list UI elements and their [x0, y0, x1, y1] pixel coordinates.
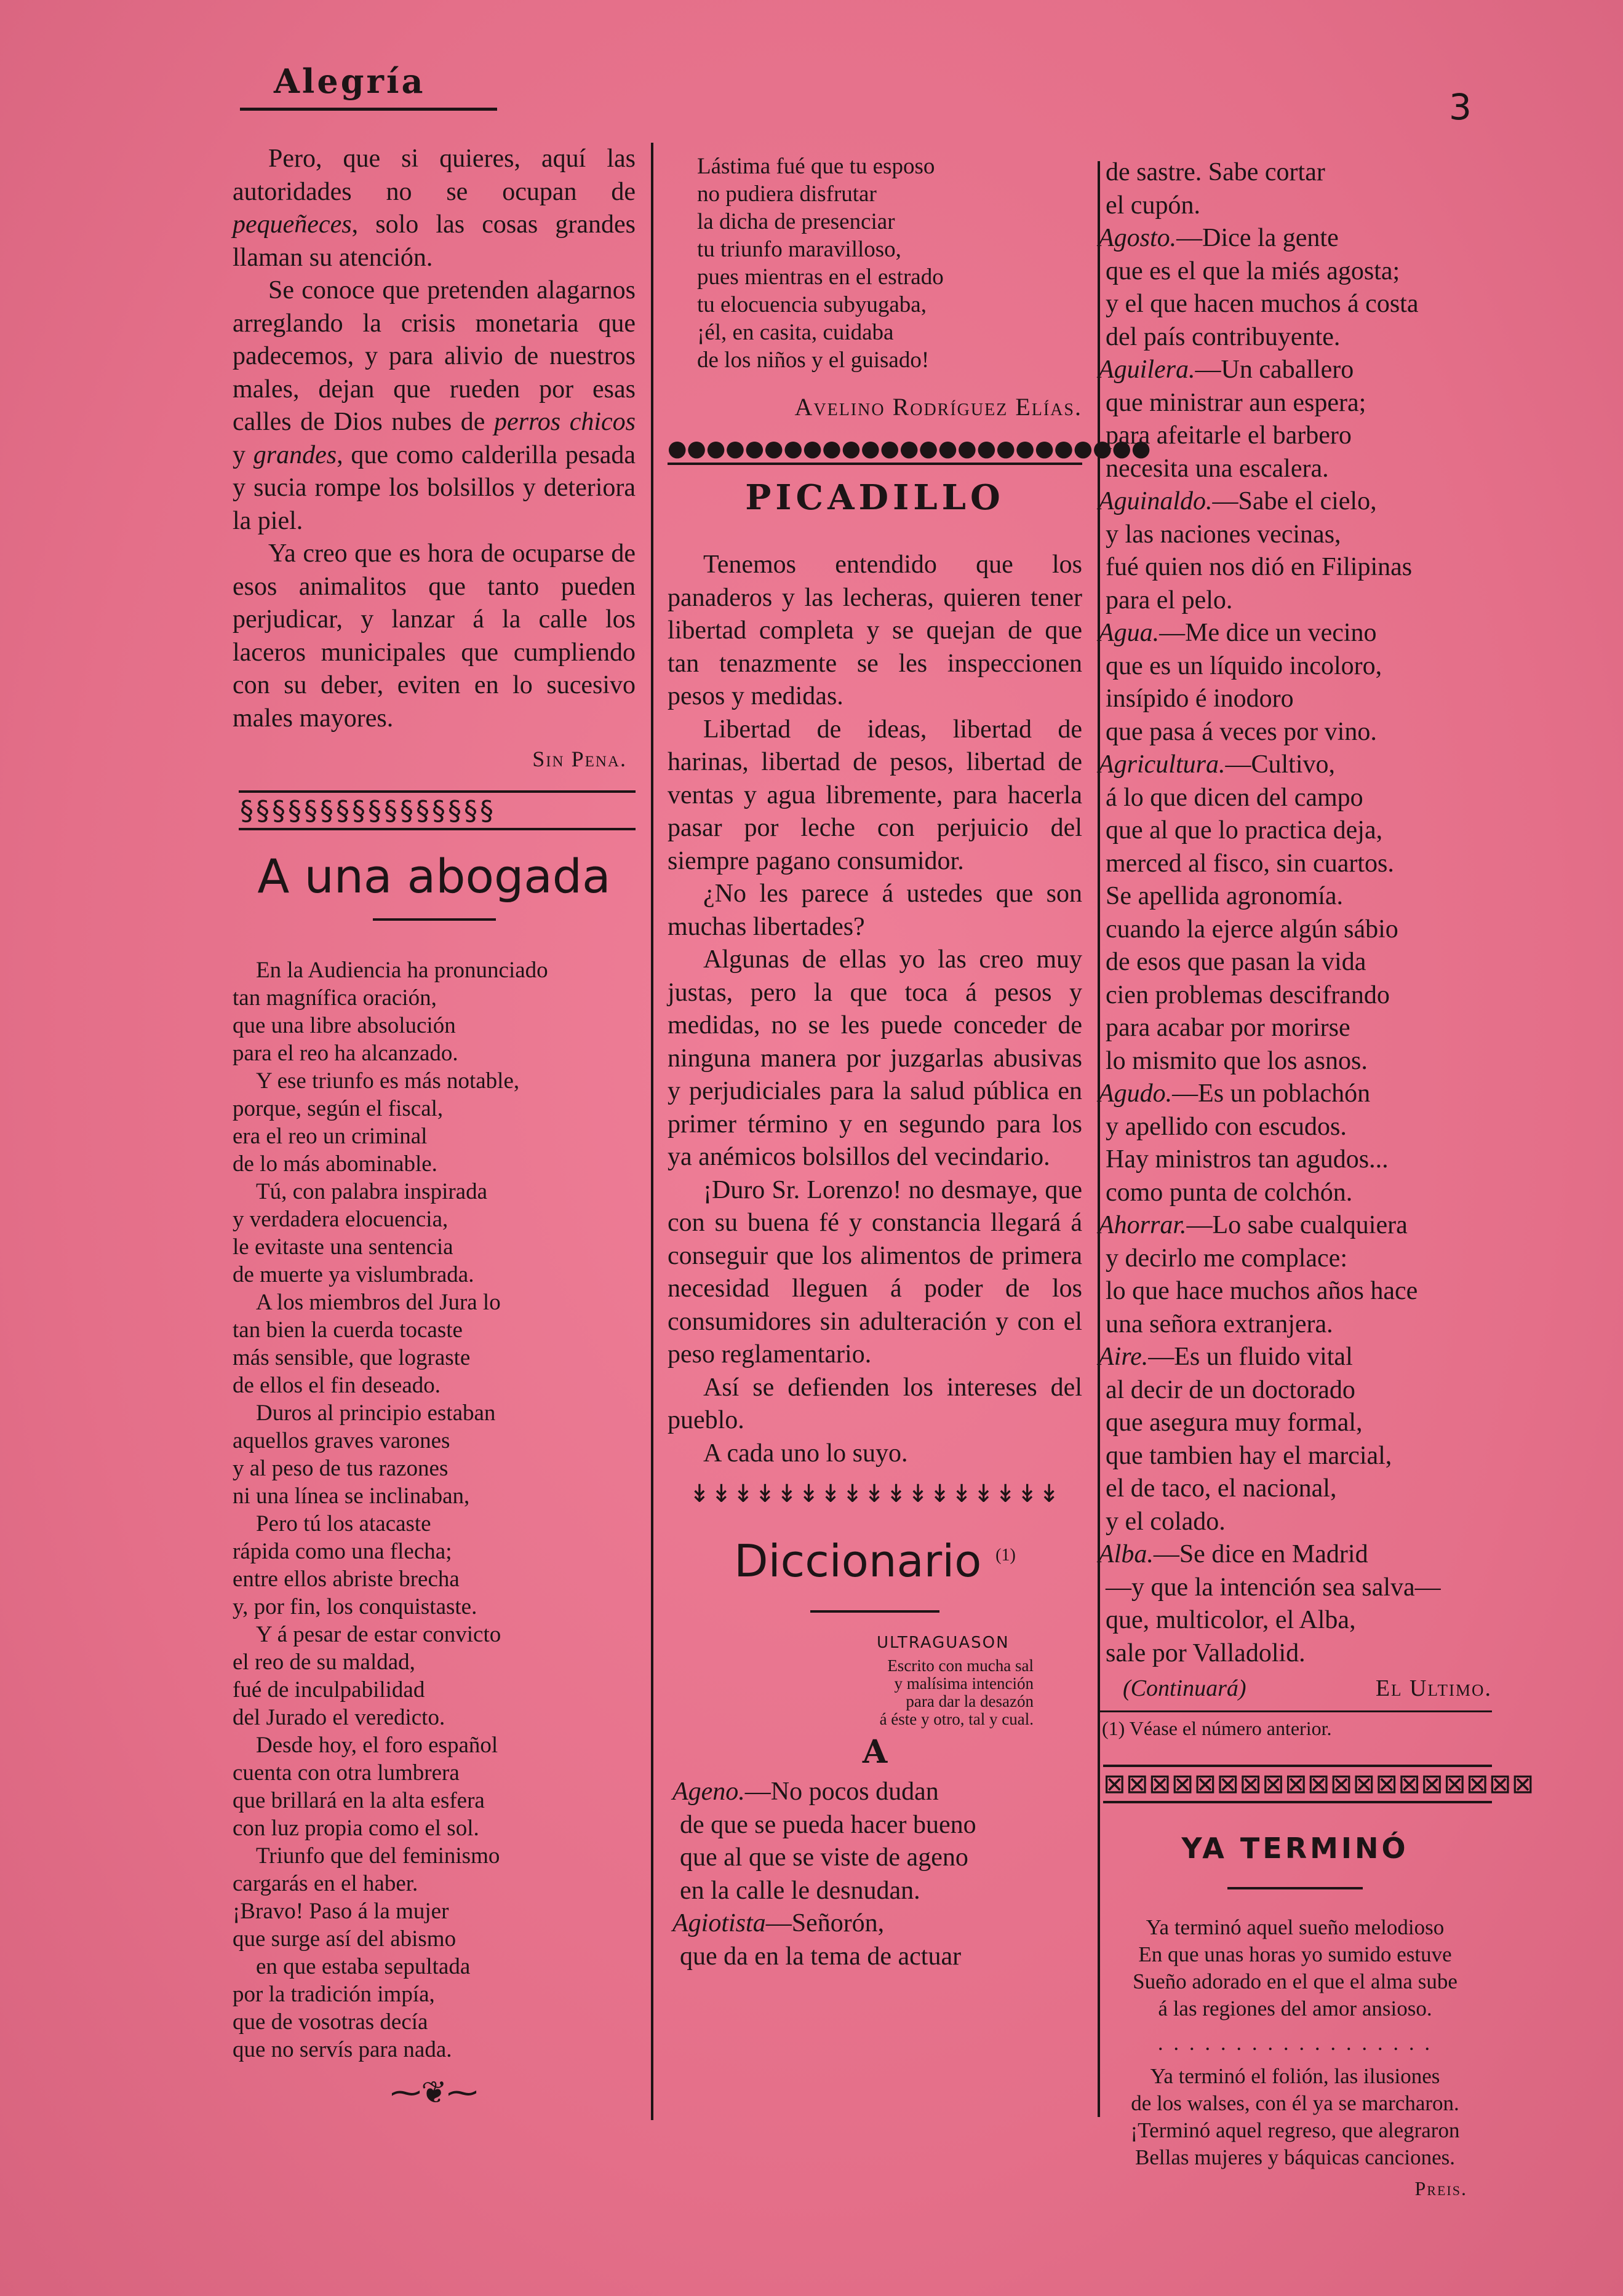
- dictionary-text: —Señorón,: [765, 1909, 885, 1937]
- poem-signature: Preis.: [1414, 2177, 1467, 2199]
- dictionary-term: Agudo.: [1098, 1079, 1173, 1108]
- title-rule: [1227, 1887, 1363, 1889]
- poem-line: Y ese triunfo es más notable,: [256, 1068, 520, 1094]
- dictionary-line: [1098, 1111, 1492, 1144]
- dictionary-text: y decirlo me complace:: [1106, 1244, 1347, 1273]
- dictionary-line: [1098, 551, 1492, 584]
- dictionary-text: merced al fisco, sin cuartos.: [1106, 849, 1394, 878]
- poem-line: Desde hoy, el foro español: [256, 1733, 498, 1758]
- dot-ornament-icon: ●●●●●●●●●●●●●●●●●●●●●●●●●: [668, 436, 1151, 461]
- dictionary-text: —Cultivo,: [1225, 750, 1336, 779]
- poem-line: era el reo un criminal: [233, 1124, 428, 1149]
- poem-line: entre ellos abriste brecha: [233, 1567, 460, 1592]
- poem-line: del Jurado el veredicto.: [233, 1705, 445, 1730]
- poem-title: A una abogada: [257, 849, 611, 904]
- dictionary-text: y apellido con escudos.: [1106, 1112, 1347, 1141]
- dictionary-text: —Dice la gente: [1176, 224, 1339, 252]
- article-paragraph: Pero, que si quieres, aquí las autoridades no se ocupan de pequeñeces, solo las cosas grandes llaman su atención.: [233, 145, 636, 272]
- poem-line: más sensible, que lograste: [233, 1345, 471, 1370]
- column-divider: [651, 143, 653, 2120]
- dictionary-text: insípido é inodoro: [1106, 685, 1294, 713]
- dictionary-text: —Es un poblachón: [1172, 1079, 1371, 1108]
- dictionary-text: sale por Valladolid.: [1106, 1639, 1306, 1667]
- poem-line: tan magnífica oración,: [233, 985, 437, 1011]
- article-paragraph: Tenemos entendido que los panaderos y las lecheras, quieren tener libertad completa y se quejan de que tan tenazmente se les inspeccionen pesos y medidas.: [668, 550, 1082, 710]
- page-number: 3: [1449, 86, 1472, 128]
- poem-line: que brillará en la alta esfera: [233, 1788, 485, 1813]
- dictionary-entries: [668, 1776, 1082, 1973]
- footnote-rule: [1098, 1710, 1492, 1712]
- dictionary-text: que tambien hay el marcial,: [1106, 1441, 1392, 1470]
- poem-line: la dicha de presenciar: [697, 209, 895, 234]
- dictionary-text: necesita una escalera.: [1106, 454, 1329, 483]
- dictionary-text: que da en la tema de actuar: [680, 1942, 962, 1971]
- section-rule: [239, 828, 636, 830]
- poem-line: no pudiera disfrutar: [697, 181, 877, 207]
- diccionario-epigraph: [849, 1657, 1034, 1728]
- dictionary-term: Agua.: [1098, 619, 1160, 647]
- poem-line: en que estaba sepultada: [256, 1954, 471, 1979]
- poem-line: ¡Terminó aquel regreso, que alegraron: [1130, 2118, 1460, 2142]
- section-rule: [668, 463, 1082, 465]
- dictionary-line: [1098, 1012, 1492, 1045]
- dictionary-text: para afeitarle el barbero: [1106, 421, 1352, 450]
- dictionary-text: fué quien nos dió en Filipinas: [1106, 553, 1413, 581]
- dictionary-text: cuando la ejerce algún sábio: [1106, 915, 1398, 943]
- dictionary-text: —Lo sabe cualquiera: [1186, 1211, 1408, 1239]
- poem-stanza: [1098, 1914, 1492, 2022]
- dictionary-line: [1098, 880, 1492, 913]
- dictionary-term: Agricultura.: [1098, 750, 1226, 779]
- poem-line: ni una línea se inclinaban,: [233, 1484, 470, 1509]
- dictionary-text: al decir de un doctorado: [1106, 1375, 1355, 1404]
- dictionary-text: de sastre. Sabe cortar: [1106, 158, 1325, 186]
- article-paragraph: ¿No les parece á ustedes que son muchas libertades?: [668, 880, 1082, 941]
- dictionary-line: [1098, 453, 1492, 486]
- dictionary-line: [1098, 1440, 1492, 1473]
- poem-line: Ya terminó el folión, las ilusiones: [1150, 2064, 1440, 2088]
- dictionary-term: Aguilera.: [1098, 356, 1195, 384]
- poem-line: cuenta con otra lumbrera: [233, 1760, 460, 1786]
- poem-line: ¡Bravo! Paso á la mujer: [233, 1899, 449, 1924]
- epigraph-line: Escrito con mucha sal: [887, 1656, 1034, 1675]
- poem-line: Lástima fué que tu esposo: [697, 154, 935, 179]
- dictionary-line: [1098, 419, 1492, 453]
- poem-line: que no servís para nada.: [233, 2037, 452, 2062]
- poem-line: y verdadera elocuencia,: [233, 1207, 449, 1232]
- dictionary-text: para acabar por morirse: [1106, 1014, 1350, 1042]
- dictionary-text: y las naciones vecinas,: [1106, 520, 1341, 549]
- poem-title: YA TERMINÓ: [1181, 1832, 1409, 1865]
- dictionary-line: [1098, 1209, 1492, 1242]
- dictionary-text: de esos que pasan la vida: [1106, 948, 1366, 976]
- poem-line: que de vosotras decía: [233, 2009, 428, 2035]
- poem-signature: Avelino Rodríguez Elías.: [794, 393, 1082, 421]
- dictionary-line: [1098, 716, 1492, 749]
- dictionary-line: [1098, 485, 1492, 518]
- article-paragraph: ¡Duro Sr. Lorenzo! no desmaye, que con su buena fé y constancia llegará á conseguir que los alimentos de primera necesidad lleguen á poder de los consumidores sin adulteración y con el peso reglamentario.: [668, 1175, 1082, 1368]
- dictionary-line: [1098, 1637, 1492, 1670]
- poem-line: con luz propia como el sol.: [233, 1816, 479, 1841]
- dictionary-line: [1098, 1341, 1492, 1374]
- footnote: (1) Véase el número anterior.: [1102, 1717, 1332, 1739]
- poem-line: Duros al principio estaban: [256, 1400, 496, 1426]
- dictionary-text: una señora extranjera.: [1106, 1309, 1333, 1338]
- dictionary-line: [1098, 518, 1492, 552]
- dictionary-line: [1098, 1045, 1492, 1078]
- poem-line: le evitaste una sentencia: [233, 1234, 453, 1260]
- dictionary-term: Alba.: [1098, 1540, 1154, 1568]
- poem-line: para el reo ha alcanzado.: [233, 1041, 458, 1066]
- poem-line: tan bien la cuerda tocaste: [233, 1317, 463, 1343]
- dictionary-term: Agosto.: [1098, 224, 1177, 252]
- dictionary-line: [1098, 1506, 1492, 1539]
- dictionary-line: [1098, 1242, 1492, 1276]
- dictionary-line: [1098, 1571, 1492, 1605]
- dictionary-text: lo mismito que los asnos.: [1106, 1046, 1368, 1075]
- dictionary-text: que pasa á veces por vino.: [1106, 717, 1377, 746]
- article-paragraph: Así se defienden los intereses del pueblo.: [668, 1373, 1082, 1434]
- dictionary-line: [1098, 255, 1492, 288]
- poem-line: cargarás en el haber.: [233, 1871, 418, 1896]
- dictionary-text: que al que se viste de ageno: [680, 1843, 968, 1872]
- poem-line: Triunfo que del feminismo: [256, 1843, 500, 1869]
- epigraph-line: á éste y otro, tal y cual.: [879, 1710, 1034, 1728]
- dictionary-text: —Se dice en Madrid: [1153, 1540, 1368, 1568]
- poem-line: ¡él, en casita, cuidaba: [697, 320, 894, 345]
- dictionary-text: de que se pueda hacer bueno: [680, 1810, 976, 1839]
- dictionary-text: que asegura muy formal,: [1106, 1408, 1363, 1437]
- dictionary-text: que ministrar aun espera;: [1106, 388, 1366, 417]
- poem-continuation: [668, 153, 1082, 374]
- article-paragraph: Algunas de ellas yo las creo muy justas, pero la que toca á pesos y medidas, no se les puede conceder de ninguna manera por juzgarlas abusivas y perjudiciales para la salud pública en primer término y en segundo para los ya anémicos bolsillos del vecindario.: [668, 945, 1082, 1171]
- poem-line: A los miembros del Jura lo: [256, 1290, 501, 1315]
- dictionary-line: [672, 1776, 1082, 1809]
- poem-body: [233, 956, 636, 2064]
- dictionary-line: [1098, 1604, 1492, 1637]
- poem-line: á las regiones del amor ansioso.: [1158, 1996, 1432, 2020]
- poem-line: Y á pesar de estar convicto: [256, 1622, 501, 1647]
- dictionary-text: que, multicolor, el Alba,: [1106, 1606, 1356, 1634]
- dictionary-line: [1098, 1078, 1492, 1111]
- dictionary-term: Agiotista: [672, 1909, 766, 1937]
- poem-line: de ellos el fin deseado.: [233, 1373, 441, 1398]
- diccionario-author: ULTRAGUASON: [877, 1634, 1010, 1652]
- dictionary-text: y el que hacen muchos á costa: [1106, 290, 1419, 318]
- dictionary-text: que es un líquido incoloro,: [1106, 651, 1382, 680]
- article-paragraph: Ya creo que es hora de ocuparse de esos animalitos que tanto pueden perjudicar, y lanzar á la calle los laceros municipales que cumpliendo con su deber, eviten en lo sucesivo males mayores.: [233, 539, 636, 733]
- square-ornament-icon: ⊠⊠⊠⊠⊠⊠⊠⊠⊠⊠⊠⊠⊠⊠⊠⊠⊠⊠⊠: [1103, 1768, 1534, 1800]
- poem-line: aquellos graves varones: [233, 1428, 450, 1453]
- section-rule: [239, 790, 636, 793]
- dictionary-text: —Un caballero: [1195, 356, 1354, 384]
- dictionary-text: á lo que dicen del campo: [1106, 783, 1363, 812]
- dictionary-text: como punta de colchón.: [1106, 1178, 1353, 1207]
- wave-ornament-icon: §§§§§§§§§§§§§§§§: [240, 795, 496, 827]
- dictionary-text: que al que lo practica deja,: [1106, 816, 1383, 844]
- dictionary-line: [1098, 1472, 1492, 1506]
- dictionary-line: [1098, 1538, 1492, 1571]
- dictionary-text: del país contribuyente.: [1106, 322, 1341, 351]
- dictionary-text: cien problemas descifrando: [1106, 980, 1390, 1009]
- dictionary-text: —Es un fluido vital: [1148, 1343, 1353, 1371]
- poem-line: de muerte ya vislumbrada.: [233, 1262, 474, 1287]
- poem-line: pues mientras en el estrado: [697, 264, 944, 290]
- poem-line: Tú, con palabra inspirada: [256, 1179, 488, 1204]
- dictionary-line: [1098, 1374, 1492, 1407]
- dictionary-line: [1098, 321, 1492, 354]
- dictionary-text: —Sabe el cielo,: [1212, 487, 1377, 515]
- dictionary-text: Se apellida agronomía.: [1106, 882, 1344, 910]
- column-3: [1098, 156, 1534, 2200]
- dictionary-line: [1098, 354, 1492, 387]
- dictionary-term: Aguinaldo.: [1098, 487, 1213, 515]
- dictionary-line: [1098, 584, 1492, 618]
- title-rule: [810, 1610, 939, 1613]
- dictionary-signature: El Ultimo.: [1375, 1675, 1492, 1701]
- dictionary-line: [1098, 1275, 1492, 1308]
- dictionary-entries: [1098, 156, 1492, 1670]
- dictionary-line: [1098, 1143, 1492, 1177]
- dictionary-line: [1098, 1177, 1492, 1210]
- poem-line: fué de inculpabilidad: [233, 1677, 425, 1702]
- poem-stanza: [1098, 2063, 1492, 2171]
- dictionary-line: [672, 1940, 1082, 1974]
- dictionary-line: [1098, 222, 1492, 255]
- fleuron-icon: ⁓❦⁓: [390, 2075, 478, 2110]
- dictionary-letter: A: [862, 1733, 888, 1771]
- article-paragraph: Libertad de ideas, libertad de harinas, libertad de pesos, libertad de ventas y agua libremente, para hacerla pasar por leche con perjuicio del siempre pagano consumidor.: [668, 715, 1082, 875]
- epigraph-line: y malísima intención: [894, 1674, 1034, 1693]
- dictionary-line: [1098, 814, 1492, 848]
- diccionario-title: Diccionario: [734, 1535, 982, 1587]
- article-paragraph: A cada uno lo suyo.: [703, 1439, 908, 1468]
- dictionary-text: lo que hace muchos años hace: [1106, 1277, 1418, 1305]
- section-rule: [1103, 1801, 1492, 1803]
- dictionary-term: Ageno.: [672, 1778, 745, 1806]
- poem-line: y al peso de tus razones: [233, 1456, 449, 1481]
- poem-line: tu elocuencia subyugaba,: [697, 292, 927, 317]
- dictionary-text: y el colado.: [1106, 1507, 1226, 1536]
- dictionary-text: el de taco, el nacional,: [1106, 1474, 1337, 1503]
- poem-line: Pero tú los atacaste: [256, 1511, 431, 1536]
- picadillo-article: [668, 549, 1082, 1470]
- dictionary-line: [1098, 749, 1492, 782]
- poem-line: que surge así del abismo: [233, 1926, 457, 1952]
- dictionary-text: Hay ministros tan agudos...: [1106, 1145, 1389, 1174]
- dictionary-text: —y que la intención sea salva—: [1106, 1573, 1441, 1602]
- dictionary-line: [1098, 617, 1492, 650]
- dictionary-line: [1098, 782, 1492, 815]
- dictionary-text: —Me dice un vecino: [1159, 619, 1377, 647]
- column-1: [233, 143, 636, 2110]
- poem-line: rápida como una flecha;: [233, 1539, 452, 1564]
- arrow-ornament-icon: ↡↡↡↡↡↡↡↡↡↡↡↡↡↡↡↡↡: [689, 1480, 1061, 1508]
- dictionary-line: [1098, 979, 1492, 1012]
- dictionary-line: [1098, 387, 1492, 420]
- dictionary-line: [1098, 848, 1492, 881]
- poem-line: de lo más abominable.: [233, 1151, 437, 1177]
- dictionary-line: [1098, 1308, 1492, 1341]
- dictionary-text: en la calle le desnudan.: [680, 1876, 920, 1905]
- dictionary-line: [1098, 650, 1492, 683]
- poem-line: de los walses, con él ya se marcharon.: [1131, 2091, 1459, 2115]
- masthead-rule: [240, 108, 497, 111]
- dictionary-line: [672, 1875, 1082, 1908]
- continuara-label: (Continuará): [1123, 1675, 1246, 1701]
- poem-line: tu triunfo maravilloso,: [697, 237, 901, 262]
- dictionary-line: [672, 1841, 1082, 1875]
- dictionary-text: para el pelo.: [1106, 586, 1233, 614]
- section-rule: [1103, 1765, 1492, 1767]
- poem-line: En la Audiencia ha pronunciado: [256, 958, 548, 983]
- footnote-mark: (1): [995, 1546, 1016, 1565]
- poem-line: porque, según el fiscal,: [233, 1096, 444, 1121]
- poem-line: y, por fin, los conquistaste.: [233, 1594, 477, 1619]
- dictionary-line: [672, 1907, 1082, 1940]
- poem-line: por la tradición impía,: [233, 1982, 435, 2007]
- dictionary-line: [1098, 683, 1492, 716]
- dictionary-line: [672, 1809, 1082, 1842]
- poem-line: Ya terminó aquel sueño melodioso: [1146, 1915, 1445, 1939]
- poem-line: que una libre absolución: [233, 1013, 456, 1038]
- title-rule: [373, 918, 496, 921]
- section-title: [668, 1535, 1082, 1587]
- dictionary-line: [1098, 913, 1492, 947]
- dictionary-line: [1098, 189, 1492, 223]
- section-title: PICADILLO: [745, 477, 1005, 518]
- poem-line: de los niños y el guisado!: [697, 348, 930, 373]
- article-signature: Sin Pena.: [532, 747, 627, 771]
- article-paragraph: Se conoce que pretenden alagarnos arreglando la crisis monetaria que padecemos, y para alivio de nuestros males, dejan que rueden por esas calles de Dios nubes de perros chicos y grandes, que como calderilla pesada y sucia rompe los bolsillos y deteriora la piel.: [233, 276, 636, 535]
- dictionary-line: [1098, 946, 1492, 979]
- dictionary-line: [1098, 288, 1492, 321]
- ellipsis-separator: . . . . . . . . . . . . . . . . . .: [1157, 2031, 1433, 2055]
- dictionary-line: [1098, 1407, 1492, 1440]
- dictionary-line: [1098, 156, 1492, 189]
- poem-line: En que unas horas yo sumido estuve: [1138, 1942, 1452, 1966]
- epigraph-line: para dar la desazón: [906, 1692, 1034, 1710]
- continuation-line: [1098, 1675, 1492, 1702]
- dictionary-text: el cupón.: [1106, 191, 1200, 220]
- poem-line: Sueño adorado en el que el alma sube: [1133, 1969, 1458, 1993]
- dictionary-text: que es el que la miés agosta;: [1106, 256, 1400, 285]
- dictionary-term: Ahorrar.: [1098, 1211, 1187, 1239]
- masthead-title: Alegría: [274, 62, 426, 101]
- dictionary-term: Aire.: [1098, 1343, 1149, 1371]
- dictionary-text: —No pocos dudan: [744, 1778, 939, 1806]
- poem-line: Bellas mujeres y báquicas canciones.: [1135, 2145, 1455, 2169]
- poem-line: el reo de su maldad,: [233, 1650, 415, 1675]
